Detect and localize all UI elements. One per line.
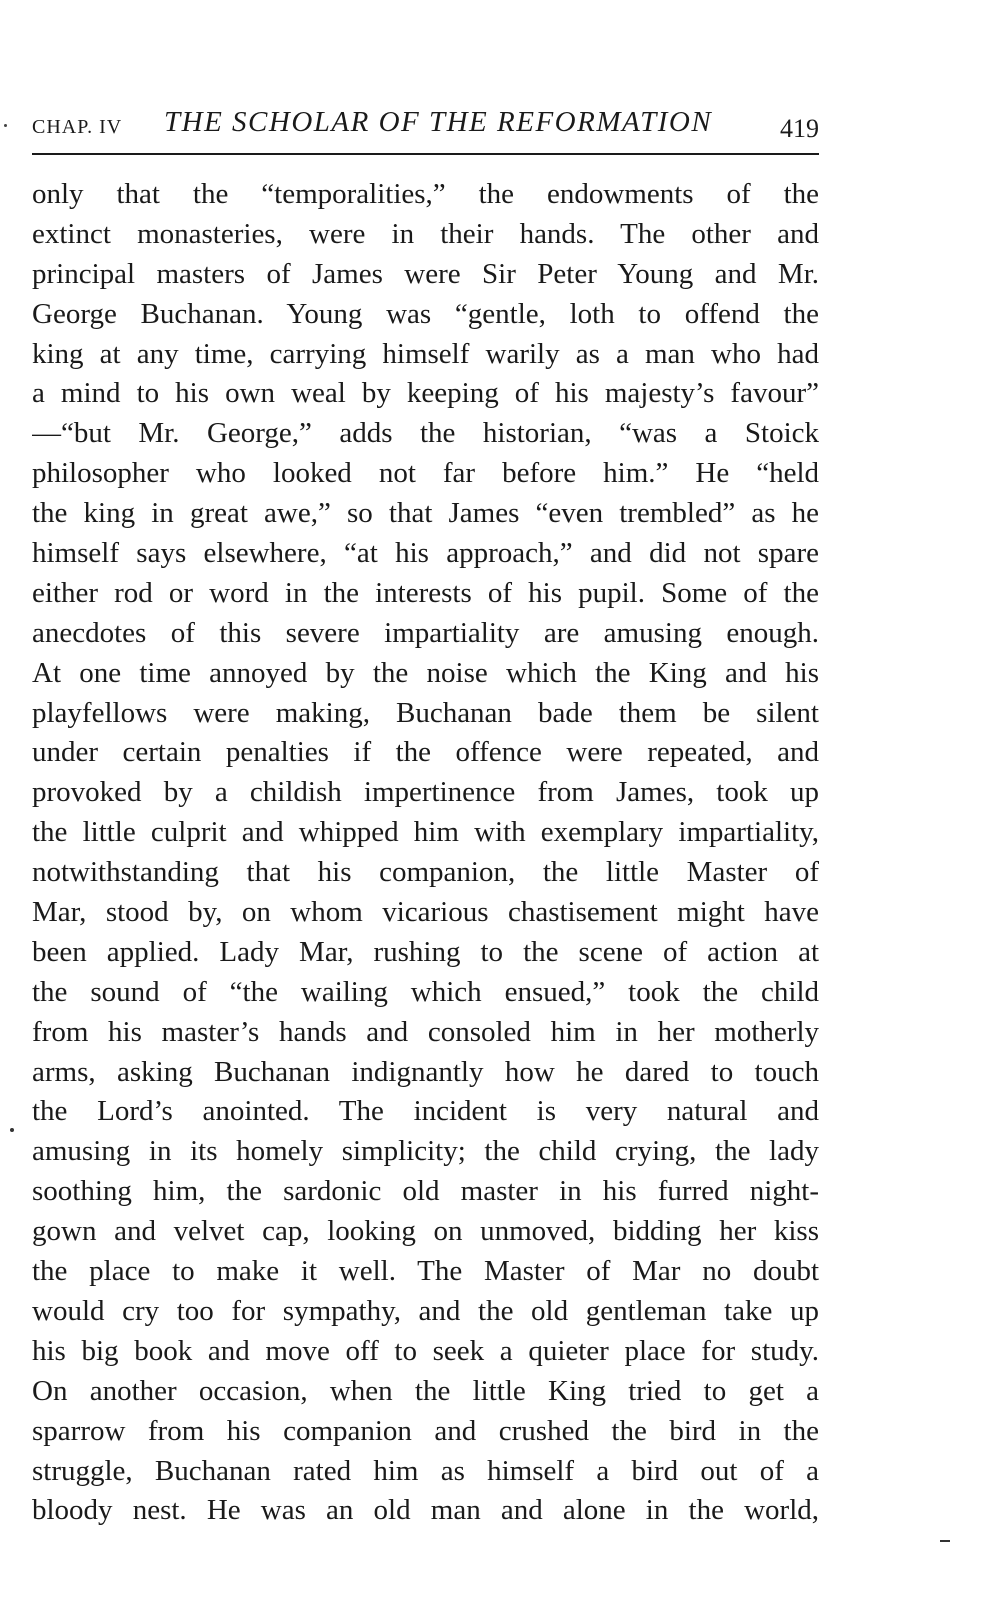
text-line: extinct monasteries, were in their hands. The other and [32,217,819,250]
text-line: the sound of “the wailing which ensued,” took the child [32,975,819,1008]
header-rule [32,153,819,155]
text-line: been applied. Lady Mar, rushing to the scene of action at [32,935,819,968]
text-line: struggle, Buchanan rated him as himself a bird out of a [32,1454,819,1487]
text-line: under certain penalties if the offence were repeated, and [32,736,819,769]
body-text [32,175,819,1531]
margin-mark [10,1128,14,1132]
chapter-label: CHAP. IV [32,116,123,138]
margin-dash [940,1540,950,1542]
page-number: 419 [780,114,819,143]
text-line: his big book and move off to seek a quieter place for study. [32,1334,819,1367]
text-line: anecdotes of this severe impartiality are amusing enough. [32,616,819,649]
text-line: arms, asking Buchanan indignantly how he dared to touch [32,1055,819,1088]
text-line: would cry too for sympathy, and the old gentleman take up [32,1294,819,1327]
text-line: notwithstanding that his companion, the little Master of [32,856,819,889]
running-header [32,106,819,150]
text-line: amusing in its homely simplicity; the child crying, the lady [32,1135,819,1168]
text-line: soothing him, the sardonic old master in his furred night- [32,1175,819,1208]
text-line: provoked by a childish impertinence from James, took up [32,776,819,809]
text-line: —“but Mr. George,” adds the historian, “was a Stoick [32,417,819,450]
text-line: the king in great awe,” so that James “even trembled” as he [32,497,819,530]
text-line: sparrow from his companion and crushed the bird in the [32,1414,819,1447]
text-line: the place to make it well. The Master of Mar no doubt [32,1255,819,1288]
text-line: bloody nest. He was an old man and alone in the world, [32,1494,819,1527]
text-line: the little culprit and whipped him with exemplary impartiality, [32,816,819,849]
text-line: philosopher who looked not far before him.” He “held [32,457,819,490]
margin-speck [4,124,7,127]
running-title: THE SCHOLAR OF THE REFORMATION [164,106,713,138]
text-line: a mind to his own weal by keeping of his majesty’s favour” [32,377,819,410]
text-line: only that the “temporalities,” the endowments of the [32,178,819,210]
text-line: either rod or word in the interests of his pupil. Some of the [32,576,819,609]
text-line: On another occasion, when the little King tried to get a [32,1374,819,1407]
text-line: the Lord’s anointed. The incident is very natural and [32,1095,819,1128]
text-line: principal masters of James were Sir Peter Young and Mr. [32,257,819,290]
text-line: playfellows were making, Buchanan bade them be silent [32,696,819,729]
text-line: At one time annoyed by the noise which the King and his [32,656,819,689]
text-line: king at any time, carrying himself warily as a man who had [32,337,819,370]
text-line: Mar, stood by, on whom vicarious chastisement might have [32,896,819,929]
text-line: himself says elsewhere, “at his approach,” and did not spare [32,537,819,570]
text-line: George Buchanan. Young was “gentle, loth to offend the [32,297,819,330]
text-line: gown and velvet cap, looking on unmoved, bidding her kiss [32,1215,819,1248]
text-line: from his master’s hands and consoled him in her motherly [32,1015,819,1048]
